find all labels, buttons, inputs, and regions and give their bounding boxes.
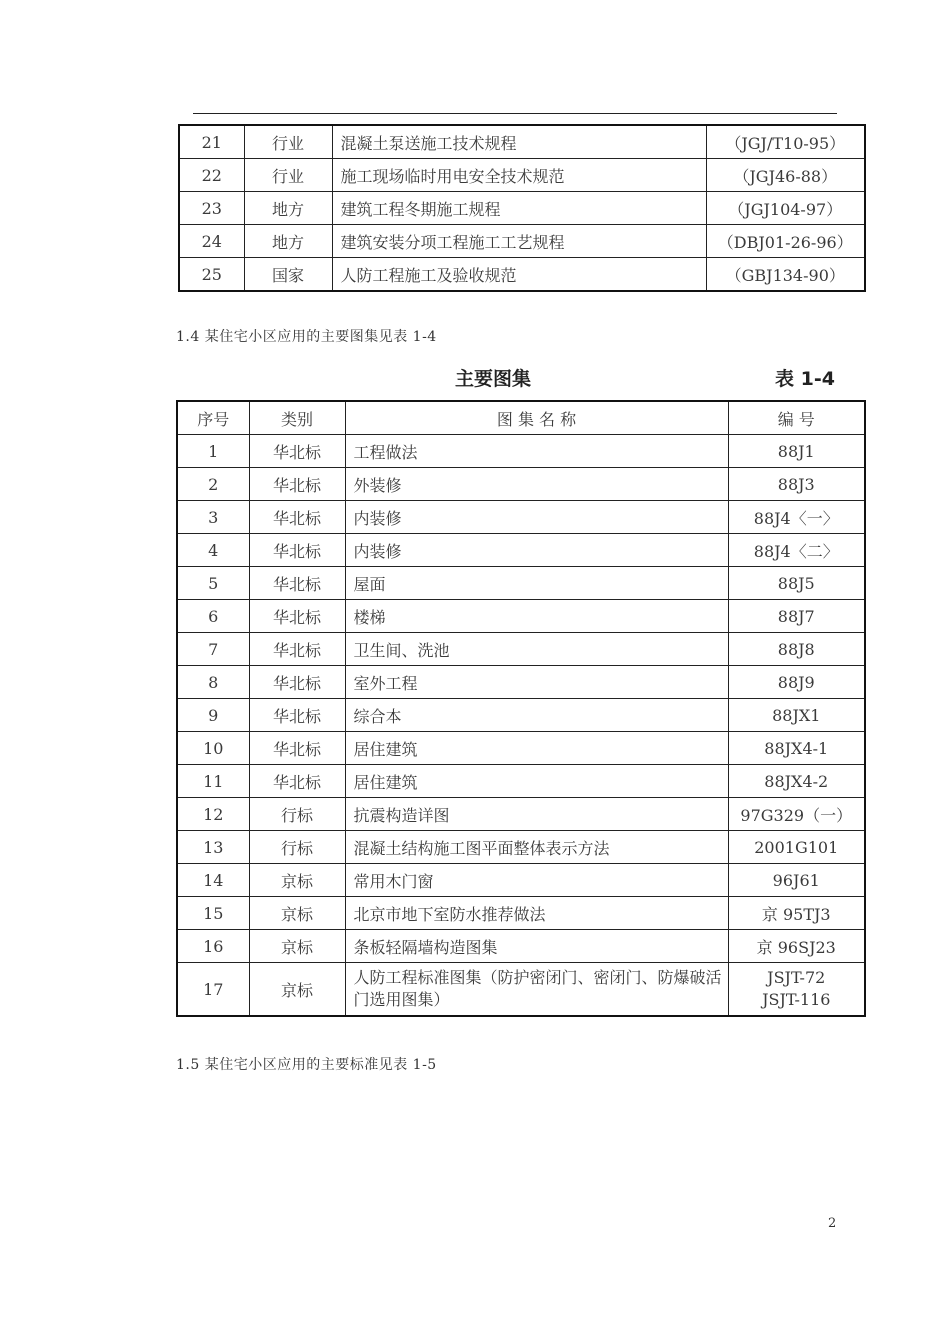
cell-code: 88J7 <box>728 600 865 633</box>
table-row <box>177 633 865 666</box>
cell-no: 4 <box>177 534 249 567</box>
cell-no: 14 <box>177 864 249 897</box>
cell-name: 内装修 <box>345 534 728 567</box>
cell-type: 华北标 <box>249 699 345 732</box>
table-title: 主要图集 <box>455 368 532 390</box>
cell-no: 23 <box>179 192 244 225</box>
cell-type: 华北标 <box>249 633 345 666</box>
cell-type: 地方 <box>244 192 332 225</box>
cell-name: 人防工程施工及验收规范 <box>332 258 706 292</box>
cell-no: 15 <box>177 897 249 930</box>
table-row <box>179 125 865 159</box>
cell-code: 88JX1 <box>728 699 865 732</box>
cell-no: 25 <box>179 258 244 292</box>
cell-name: 混凝土泵送施工技术规程 <box>332 125 706 159</box>
cell-name: 北京市地下室防水推荐做法 <box>345 897 728 930</box>
cell-no: 10 <box>177 732 249 765</box>
header-name: 图 集 名 称 <box>345 401 728 435</box>
table-row <box>177 699 865 732</box>
cell-name: 屋面 <box>345 567 728 600</box>
cell-code: 2001G101 <box>728 831 865 864</box>
cell-code: （JGJ104-97） <box>706 192 865 225</box>
header-type: 类别 <box>249 401 345 435</box>
cell-name: 楼梯 <box>345 600 728 633</box>
cell-code: （DBJ01-26-96） <box>706 225 865 258</box>
cell-no: 12 <box>177 798 249 831</box>
cell-type: 华北标 <box>249 732 345 765</box>
table-row <box>177 765 865 798</box>
cell-name: 条板轻隔墙构造图集 <box>345 930 728 963</box>
cell-type: 国家 <box>244 258 332 292</box>
cell-no: 13 <box>177 831 249 864</box>
cell-code <box>728 963 865 1017</box>
cell-code: 88J3 <box>728 468 865 501</box>
cell-name: 工程做法 <box>345 435 728 468</box>
cell-code: 京 96SJ23 <box>728 930 865 963</box>
cell-code: 88J4〈二〉 <box>728 534 865 567</box>
cell-type: 地方 <box>244 225 332 258</box>
cell-type: 华北标 <box>249 468 345 501</box>
cell-type: 华北标 <box>249 567 345 600</box>
cell-name: 常用木门窗 <box>345 864 728 897</box>
table-row <box>177 534 865 567</box>
table-row <box>179 159 865 192</box>
atlas-table <box>176 400 866 1017</box>
cell-no: 21 <box>179 125 244 159</box>
header-no: 序号 <box>177 401 249 435</box>
cell-code-line-1: JSJT-72 <box>767 968 826 987</box>
cell-name: 外装修 <box>345 468 728 501</box>
cell-code: 97G329（一） <box>728 798 865 831</box>
cell-code: 96J61 <box>728 864 865 897</box>
cell-no: 5 <box>177 567 249 600</box>
cell-no: 2 <box>177 468 249 501</box>
cell-code: （JGJ46-88） <box>706 159 865 192</box>
cell-name: 居住建筑 <box>345 732 728 765</box>
cell-code: 京 95TJ3 <box>728 897 865 930</box>
cell-type: 京标 <box>249 963 345 1017</box>
section-1-5-text: 1.5 某住宅小区应用的主要标准见表 1-5 <box>176 1057 437 1073</box>
cell-code: 88JX4-1 <box>728 732 865 765</box>
cell-name: 混凝土结构施工图平面整体表示方法 <box>345 831 728 864</box>
page-number: 2 <box>828 1216 837 1231</box>
cell-type: 华北标 <box>249 765 345 798</box>
cell-no: 8 <box>177 666 249 699</box>
cell-type: 华北标 <box>249 666 345 699</box>
table-row <box>177 732 865 765</box>
table-row <box>177 930 865 963</box>
cell-no: 9 <box>177 699 249 732</box>
cell-name: 综合本 <box>345 699 728 732</box>
table-header-row <box>177 401 865 435</box>
cell-type: 华北标 <box>249 435 345 468</box>
cell-no: 17 <box>177 963 249 1017</box>
table-row <box>179 225 865 258</box>
cell-code: 88J4〈一〉 <box>728 501 865 534</box>
cell-name: 卫生间、洗池 <box>345 633 728 666</box>
cell-no: 22 <box>179 159 244 192</box>
cell-no: 6 <box>177 600 249 633</box>
cell-code: 88J8 <box>728 633 865 666</box>
table-row <box>177 501 865 534</box>
cell-type: 京标 <box>249 864 345 897</box>
header-rule <box>193 113 837 114</box>
table-row <box>177 798 865 831</box>
cell-no: 1 <box>177 435 249 468</box>
table-row <box>179 258 865 292</box>
table-label: 表 1-4 <box>775 368 835 390</box>
header-code: 编 号 <box>728 401 865 435</box>
cell-name: 室外工程 <box>345 666 728 699</box>
table-row <box>177 435 865 468</box>
table-row <box>179 192 865 225</box>
cell-no: 24 <box>179 225 244 258</box>
cell-type: 京标 <box>249 897 345 930</box>
cell-type: 华北标 <box>249 501 345 534</box>
table-row <box>177 963 865 1017</box>
cell-no: 3 <box>177 501 249 534</box>
table-row <box>177 567 865 600</box>
cell-no: 11 <box>177 765 249 798</box>
table-row <box>177 864 865 897</box>
table-row <box>177 897 865 930</box>
cell-code: 88J1 <box>728 435 865 468</box>
table-row <box>177 600 865 633</box>
cell-name: 人防工程标准图集（防护密闭门、密闭门、防爆破活门选用图集） <box>345 963 728 1017</box>
cell-name: 建筑工程冬期施工规程 <box>332 192 706 225</box>
cell-name: 居住建筑 <box>345 765 728 798</box>
cell-no: 16 <box>177 930 249 963</box>
cell-type: 行业 <box>244 159 332 192</box>
cell-name: 施工现场临时用电安全技术规范 <box>332 159 706 192</box>
table-row <box>177 831 865 864</box>
cell-type: 行业 <box>244 125 332 159</box>
cell-code-line-2: JSJT-116 <box>762 990 831 1009</box>
cell-type: 华北标 <box>249 600 345 633</box>
cell-type: 华北标 <box>249 534 345 567</box>
cell-code: （JGJ/T10-95） <box>706 125 865 159</box>
cell-code: 88J5 <box>728 567 865 600</box>
cell-name: 内装修 <box>345 501 728 534</box>
table-row <box>177 468 865 501</box>
cell-no: 7 <box>177 633 249 666</box>
table-row <box>177 666 865 699</box>
cell-code: 88J9 <box>728 666 865 699</box>
cell-name: 建筑安装分项工程施工工艺规程 <box>332 225 706 258</box>
cell-type: 京标 <box>249 930 345 963</box>
cell-code: （GBJ134-90） <box>706 258 865 292</box>
cell-code: 88JX4-2 <box>728 765 865 798</box>
cell-type: 行标 <box>249 831 345 864</box>
cell-type: 行标 <box>249 798 345 831</box>
section-1-4-text: 1.4 某住宅小区应用的主要图集见表 1-4 <box>176 329 437 345</box>
cell-name: 抗震构造详图 <box>345 798 728 831</box>
standards-table-continued <box>178 124 866 292</box>
